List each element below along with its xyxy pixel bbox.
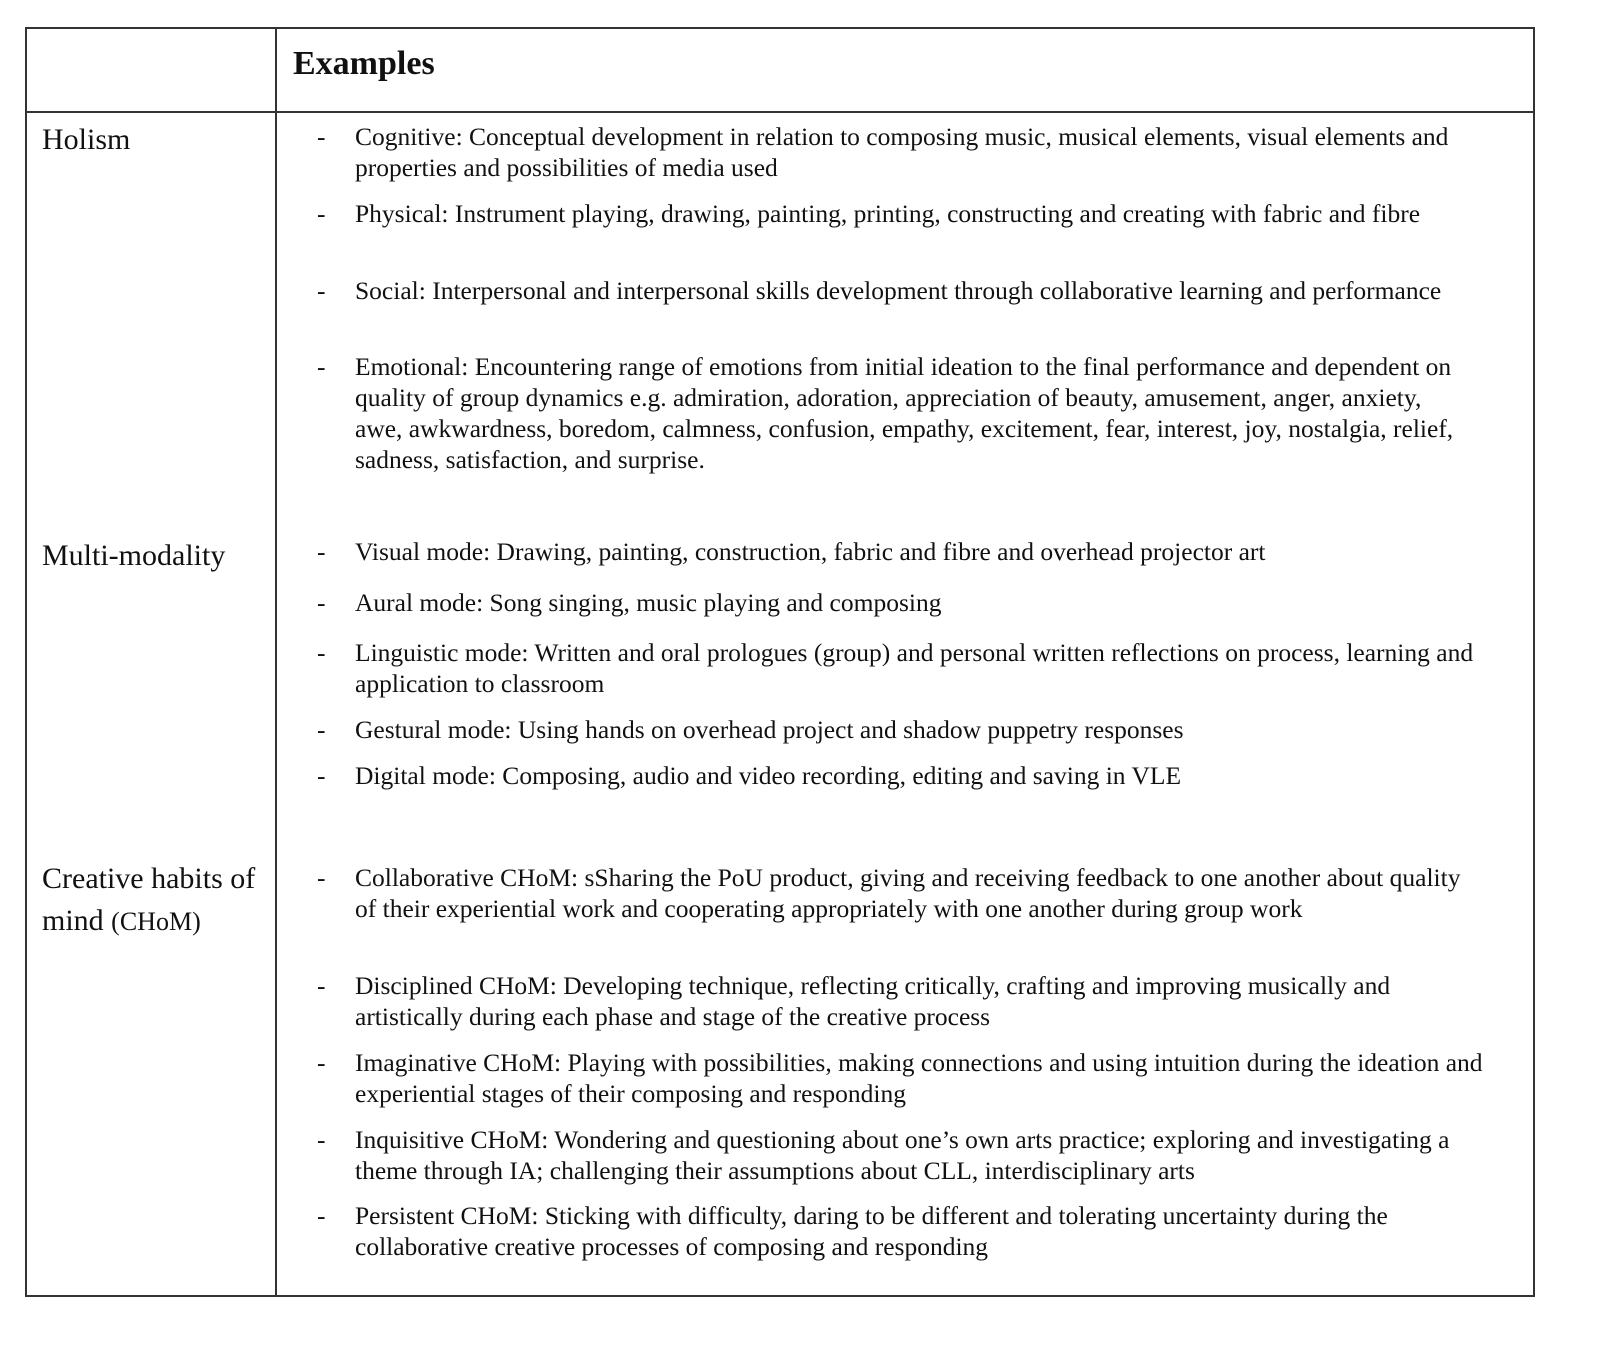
list-item xyxy=(317,970,1489,1032)
list-item-text: Disciplined CHoM: Developing technique, reflecting critically, crafting and improving musically and artistically during each phase and stage of the creative process xyxy=(355,971,1391,1031)
list-item xyxy=(317,1047,1489,1109)
row-label-main: Creative habits of mind xyxy=(42,862,256,937)
list-item xyxy=(317,587,1507,618)
list-item-text: Emotional: Encountering range of emotions from initial ideation to the final performance and dependent on quality of group dynamics e.g. admiration, adoration, appreciation of beauty, amusement, anger, anxiety, awe, awkwardness, boredom, calmness, confusion, empathy, excitement, fear, interest, joy, nostalgia, relief, sadness, satisfaction, and surprise. xyxy=(355,352,1454,474)
bullet-dash: - xyxy=(317,1201,326,1230)
row-label-multi-modality: Multi-modality xyxy=(42,539,226,572)
row-label-creative-habits-of-mind xyxy=(42,858,267,943)
list-item xyxy=(317,1124,1489,1186)
list-item xyxy=(317,637,1507,699)
list-item-text: Aural mode: Song singing, music playing and composing xyxy=(355,588,942,617)
list-item xyxy=(317,198,1527,229)
list-item-text: Collaborative CHoM: sSharing the PoU product, giving and receiving feedback to one another about quality of their experiential work and cooperating appropriately with one another during group work xyxy=(355,863,1461,923)
list-item xyxy=(317,121,1495,183)
bullet-dash: - xyxy=(317,971,326,1000)
row-label-suffix: (CHoM) xyxy=(111,907,201,936)
list-item-text: Digital mode: Composing, audio and video recording, editing and saving in VLE xyxy=(355,761,1182,790)
list-item-text: Persistent CHoM: Sticking with difficulty, daring to be different and tolerating uncertainty during the collaborative creative processes of composing and responding xyxy=(355,1201,1388,1261)
list-item-text: Gestural mode: Using hands on overhead project and shadow puppetry responses xyxy=(355,715,1184,744)
bullet-dash: - xyxy=(317,352,326,381)
bullet-dash: - xyxy=(317,715,326,744)
list-item xyxy=(317,714,1507,745)
list-item xyxy=(317,275,1495,306)
bullet-dash: - xyxy=(317,638,326,667)
column-header-examples: Examples xyxy=(293,45,435,82)
bullet-dash: - xyxy=(317,761,326,790)
list-item-text: Inquisitive CHoM: Wondering and questioning about one’s own arts practice; exploring and investigating a theme through IA; challenging their assumptions about CLL, interdisciplinary arts xyxy=(355,1125,1450,1185)
bullet-dash: - xyxy=(317,122,326,151)
row-label-holism: Holism xyxy=(42,123,131,156)
list-item xyxy=(317,351,1467,475)
list-item-text: Linguistic mode: Written and oral prologues (group) and personal written reflections on process, learning and application to classroom xyxy=(355,638,1474,698)
bullet-dash: - xyxy=(317,588,326,617)
list-item xyxy=(317,536,1507,567)
bullet-dash: - xyxy=(317,863,326,892)
list-item-text: Physical: Instrument playing, drawing, painting, printing, constructing and creating with fabric and fibre xyxy=(355,199,1421,228)
bullet-dash: - xyxy=(317,1125,326,1154)
list-item-text: Imaginative CHoM: Playing with possibilities, making connections and using intuition during the ideation and experiential stages of their composing and responding xyxy=(355,1048,1483,1108)
list-item-text: Social: Interpersonal and interpersonal skills development through collaborative learning and performance xyxy=(355,276,1442,305)
list-item xyxy=(317,760,1507,791)
header-divider xyxy=(27,111,1533,113)
list-item-text: Visual mode: Drawing, painting, construction, fabric and fibre and overhead projector art xyxy=(355,537,1266,566)
bullet-dash: - xyxy=(317,276,326,305)
list-item xyxy=(317,1200,1489,1262)
bullet-dash: - xyxy=(317,537,326,566)
list-item xyxy=(317,862,1467,924)
bullet-dash: - xyxy=(317,199,326,228)
bullet-dash: - xyxy=(317,1048,326,1077)
list-item-text: Cognitive: Conceptual development in relation to composing music, musical elements, visual elements and properties and possibilities of media used xyxy=(355,122,1449,182)
column-divider xyxy=(275,29,277,1295)
examples-table xyxy=(25,27,1535,1297)
